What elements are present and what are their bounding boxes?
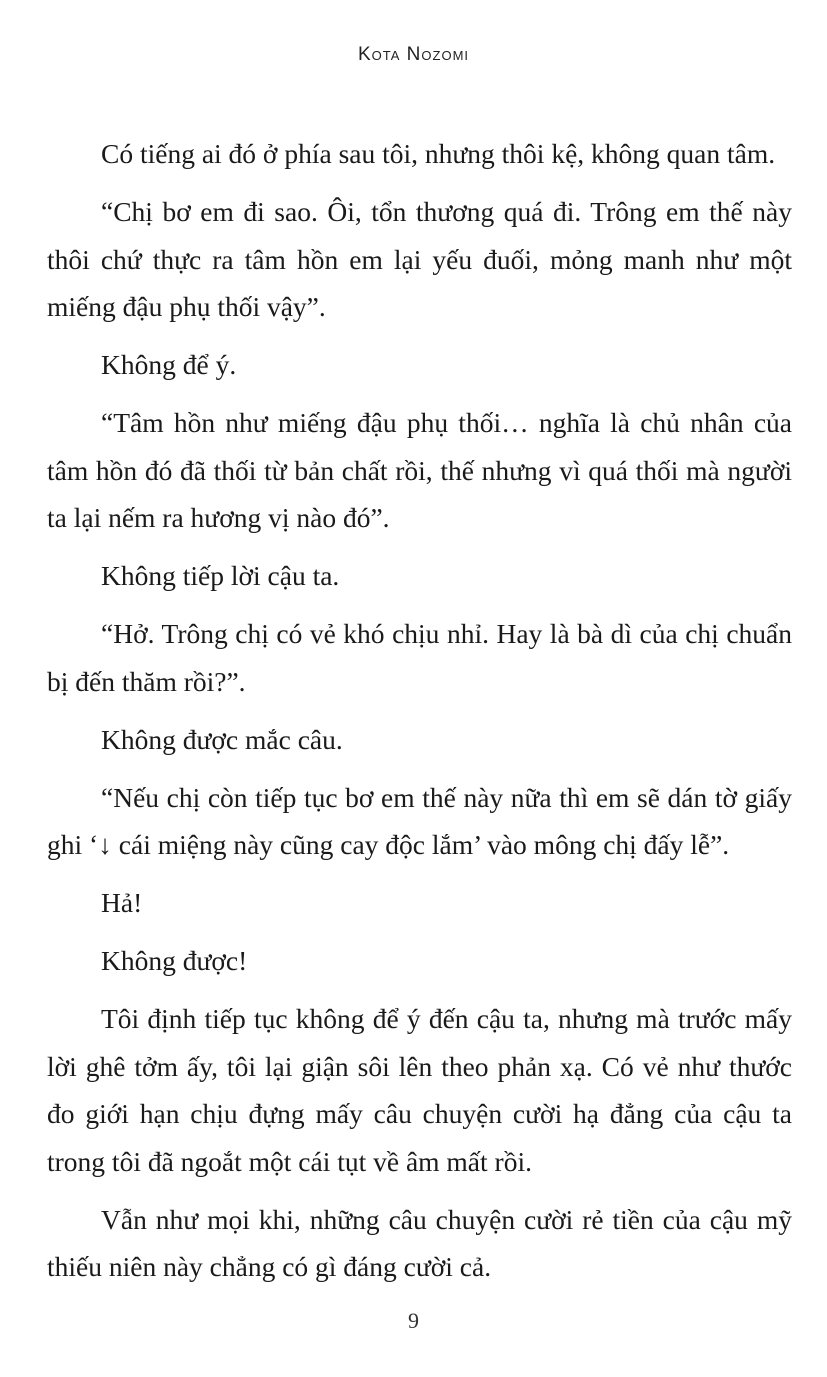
- paragraph: Có tiếng ai đó ở phía sau tôi, nhưng thôi kệ, không quan tâm.: [101, 138, 776, 169]
- paragraph: Hả!: [101, 887, 143, 918]
- page-number: 9: [408, 1308, 419, 1333]
- paragraph: “Hở. Trông chị có vẻ khó chịu nhỉ. Hay là bà dì của chị chuẩn bị đến thăm rồi?”.: [47, 618, 792, 697]
- paragraph: Không để ý.: [101, 349, 237, 380]
- paragraph: Không tiếp lời cậu ta.: [101, 560, 340, 591]
- paragraph: “Chị bơ em đi sao. Ôi, tổn thương quá đi. Trông em thế này thôi chứ thực ra tâm hồn em lại yếu đuối, mỏng manh như một miếng đậu phụ thối vậy”.: [47, 196, 792, 322]
- paragraph: Không được!: [101, 945, 248, 976]
- paragraph: Vẫn như mọi khi, những câu chuyện cười rẻ tiền của cậu mỹ thiếu niên này chẳng có gì đáng cười cả.: [47, 1203, 792, 1282]
- paragraph: “Nếu chị còn tiếp tục bơ em thế này nữa thì em sẽ dán tờ giấy ghi ‘↓ cái miệng này cũng cay độc lắm’ vào mông chị đấy lễ”.: [47, 781, 792, 860]
- body-text: [47, 130, 792, 1301]
- paragraph: Không được mắc câu.: [101, 723, 343, 755]
- paragraph: “Tâm hồn như miếng đậu phụ thối… nghĩa là chủ nhân của tâm hồn đó đã thối từ bản chất rồi, thế nhưng vì quá thối mà người ta lại nếm ra hương vị nào đó”.: [47, 407, 792, 533]
- paragraph: Tôi định tiếp tục không để ý đến cậu ta, nhưng mà trước mấy lời ghê tởm ấy, tôi lại giận sôi lên theo phản xạ. Có vẻ như thước đo giới hạn chịu đựng mấy câu chuyện cười hạ đẳng của cậu ta trong tôi đã ngoắt một cái tụt về âm mất rồi.: [47, 1003, 792, 1177]
- running-header: Kota Nozomi: [357, 44, 470, 65]
